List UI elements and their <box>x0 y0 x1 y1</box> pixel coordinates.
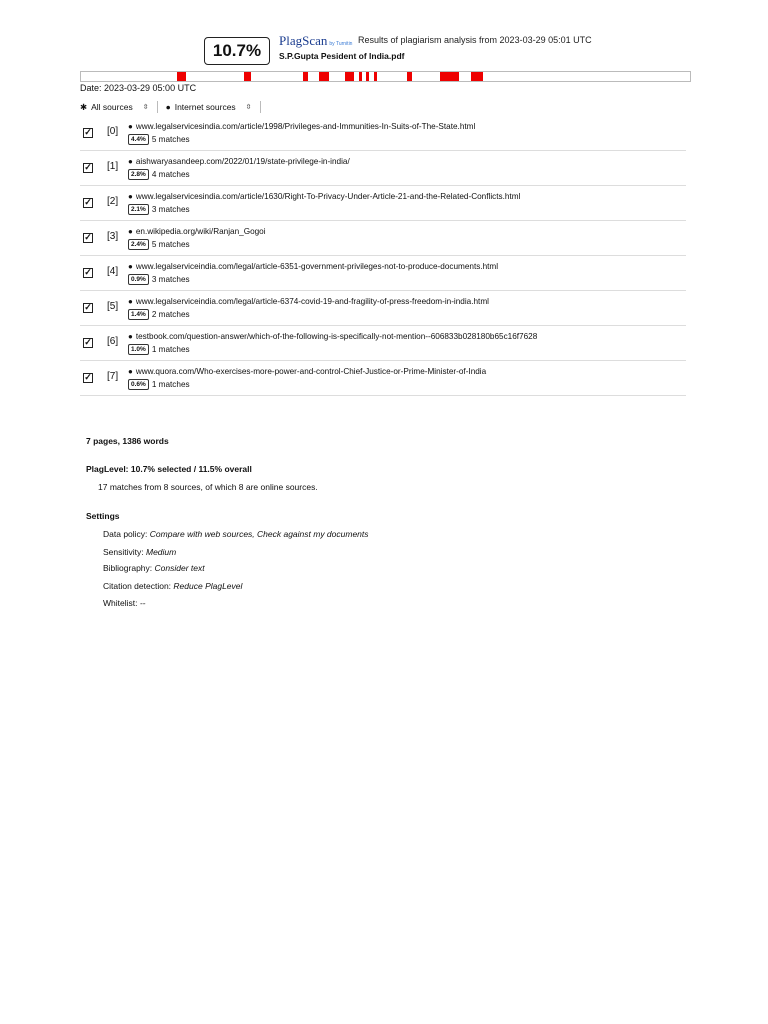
source-url[interactable]: testbook.com/question-answer/which-of-the-following-is-specifically-not-mention--606833b028180b65c16f7628 <box>135 332 538 341</box>
source-filters <box>80 101 269 113</box>
filter-all-sources-label: All sources <box>91 102 133 112</box>
setting-item <box>103 581 242 591</box>
matches-summary: 17 matches from 8 sources, of which 8 are online sources. <box>98 482 318 492</box>
source-meta <box>128 239 190 250</box>
source-meta <box>128 344 190 355</box>
setting-value: -- <box>139 598 146 608</box>
source-checkbox[interactable]: ✓ <box>84 127 92 137</box>
source-row[interactable] <box>80 151 686 186</box>
match-segment[interactable] <box>374 72 377 81</box>
analysis-title: Results of plagiarism analysis from 2023-03-29 05:01 UTC <box>358 35 592 45</box>
globe-icon: ● <box>128 122 133 131</box>
match-segment[interactable] <box>303 72 308 81</box>
source-match-count: 4 matches <box>151 170 190 179</box>
match-segment[interactable] <box>471 72 483 81</box>
plaglevel-summary: PlagLevel: 10.7% selected / 11.5% overall <box>86 464 252 474</box>
source-meta <box>128 309 190 320</box>
source-index: [4] <box>107 266 119 277</box>
source-link[interactable] <box>128 157 350 166</box>
setting-value: Reduce PlagLevel <box>173 581 243 591</box>
source-match-count: 1 matches <box>151 380 190 389</box>
source-row[interactable] <box>80 326 686 361</box>
source-url[interactable]: www.legalservicesindia.com/article/1998/Privileges-and-Immunities-In-Suits-of-The-State.html <box>135 122 476 131</box>
source-match-count: 5 matches <box>151 240 190 249</box>
match-distribution-bar[interactable] <box>80 71 691 82</box>
setting-value: Compare with web sources, Check against my documents <box>149 529 369 539</box>
source-checkbox[interactable]: ✓ <box>84 232 92 242</box>
setting-value: Consider text <box>154 563 205 573</box>
setting-item <box>103 598 146 608</box>
globe-icon: ● <box>128 262 133 271</box>
source-row[interactable] <box>80 221 686 256</box>
source-list <box>80 116 686 396</box>
setting-item <box>103 529 369 539</box>
filter-all-sources[interactable] <box>80 102 149 113</box>
source-percent-badge: 1.4% <box>128 309 149 320</box>
setting-label: Data policy: <box>103 529 150 539</box>
source-match-count: 3 matches <box>151 275 190 284</box>
filter-internet-sources[interactable] <box>166 102 252 112</box>
source-meta <box>128 134 190 145</box>
source-url[interactable]: www.quora.com/Who-exercises-more-power-and-control-Chief-Justice-or-Prime-Minister-of-India <box>135 367 487 376</box>
source-percent-badge: 1.0% <box>128 344 149 355</box>
source-url[interactable]: www.legalserviceindia.com/legal/article-6374-covid-19-and-fragility-of-press-freedom-in-india.html <box>135 297 489 306</box>
pages-words: 7 pages, 1386 words <box>86 436 169 446</box>
source-url[interactable]: aishwaryasandeep.com/2022/01/19/state-privilege-in-india/ <box>135 157 350 166</box>
source-row[interactable] <box>80 361 686 396</box>
source-meta <box>128 274 190 285</box>
asterisk-icon: ✱ <box>80 101 88 112</box>
source-percent-badge: 0.9% <box>128 274 149 285</box>
logo-byline: by Turnitin <box>329 41 353 47</box>
globe-icon: ● <box>128 192 133 201</box>
setting-item <box>103 547 176 557</box>
settings-heading: Settings <box>86 511 120 521</box>
match-segment[interactable] <box>359 72 362 81</box>
source-index: [7] <box>107 371 119 382</box>
plaglevel-score: 10.7% <box>204 37 270 65</box>
match-segment[interactable] <box>177 72 186 81</box>
source-index: [0] <box>107 126 119 137</box>
source-url[interactable]: en.wikipedia.org/wiki/Ranjan_Gogoi <box>135 227 266 236</box>
source-match-count: 1 matches <box>151 345 190 354</box>
logo-text: PlagScan <box>279 33 328 48</box>
source-link[interactable] <box>128 262 498 271</box>
match-segment[interactable] <box>319 72 329 81</box>
source-checkbox[interactable]: ✓ <box>84 197 92 207</box>
source-index: [3] <box>107 231 119 242</box>
source-row[interactable] <box>80 116 686 151</box>
sort-icon[interactable]: ⇳ <box>142 104 149 111</box>
divider <box>260 101 261 113</box>
match-segment[interactable] <box>366 72 369 81</box>
source-percent-badge: 2.8% <box>128 169 149 180</box>
source-link[interactable] <box>128 332 537 341</box>
sort-icon[interactable]: ⇳ <box>245 104 252 111</box>
match-segment[interactable] <box>407 72 412 81</box>
match-segment[interactable] <box>440 72 459 81</box>
setting-value: Medium <box>146 547 177 557</box>
source-link[interactable] <box>128 192 520 201</box>
source-meta <box>128 379 190 390</box>
setting-label: Whitelist: <box>103 598 140 608</box>
source-checkbox[interactable]: ✓ <box>84 267 92 277</box>
source-row[interactable] <box>80 186 686 221</box>
source-match-count: 2 matches <box>151 310 190 319</box>
match-segment[interactable] <box>345 72 354 81</box>
globe-icon: ● <box>128 297 133 306</box>
source-link[interactable] <box>128 367 486 376</box>
globe-icon: ● <box>128 332 133 341</box>
source-index: [2] <box>107 196 119 207</box>
source-url[interactable]: www.legalservicesindia.com/article/1630/Right-To-Privacy-Under-Article-21-and-the-Related-Conflicts.html <box>135 192 521 201</box>
source-percent-badge: 2.4% <box>128 239 149 250</box>
globe-icon: ● <box>165 102 171 112</box>
setting-item <box>103 563 205 573</box>
source-percent-badge: 0.6% <box>128 379 149 390</box>
source-index: [5] <box>107 301 119 312</box>
divider <box>157 101 158 113</box>
source-index: [6] <box>107 336 119 347</box>
source-meta <box>128 169 190 180</box>
filter-internet-sources-label: Internet sources <box>174 102 236 112</box>
source-row[interactable] <box>80 256 686 291</box>
source-index: [1] <box>107 161 119 172</box>
source-checkbox[interactable]: ✓ <box>84 337 92 347</box>
globe-icon: ● <box>128 227 133 236</box>
setting-label: Citation detection: <box>103 581 174 591</box>
document-filename: S.P.Gupta Pesident of India.pdf <box>279 51 405 61</box>
globe-icon: ● <box>128 157 133 166</box>
source-percent-badge: 2.1% <box>128 204 149 215</box>
source-url[interactable]: www.legalserviceindia.com/legal/article-6351-government-privileges-not-to-produce-documents.html <box>135 262 499 271</box>
source-checkbox[interactable]: ✓ <box>84 302 92 312</box>
source-checkbox[interactable]: ✓ <box>84 372 92 382</box>
source-meta <box>128 204 190 215</box>
source-link[interactable] <box>128 297 489 306</box>
source-match-count: 5 matches <box>151 135 190 144</box>
report-date: Date: 2023-03-29 05:00 UTC <box>80 83 197 93</box>
setting-label: Sensitivity: <box>103 547 146 557</box>
source-percent-badge: 4.4% <box>128 134 149 145</box>
match-segment[interactable] <box>244 72 251 81</box>
source-row[interactable] <box>80 291 686 326</box>
source-match-count: 3 matches <box>151 205 190 214</box>
source-link[interactable] <box>128 122 475 131</box>
globe-icon: ● <box>128 367 133 376</box>
plagscan-logo <box>279 33 352 49</box>
source-link[interactable] <box>128 227 266 236</box>
source-checkbox[interactable]: ✓ <box>84 162 92 172</box>
setting-label: Bibliography: <box>103 563 155 573</box>
